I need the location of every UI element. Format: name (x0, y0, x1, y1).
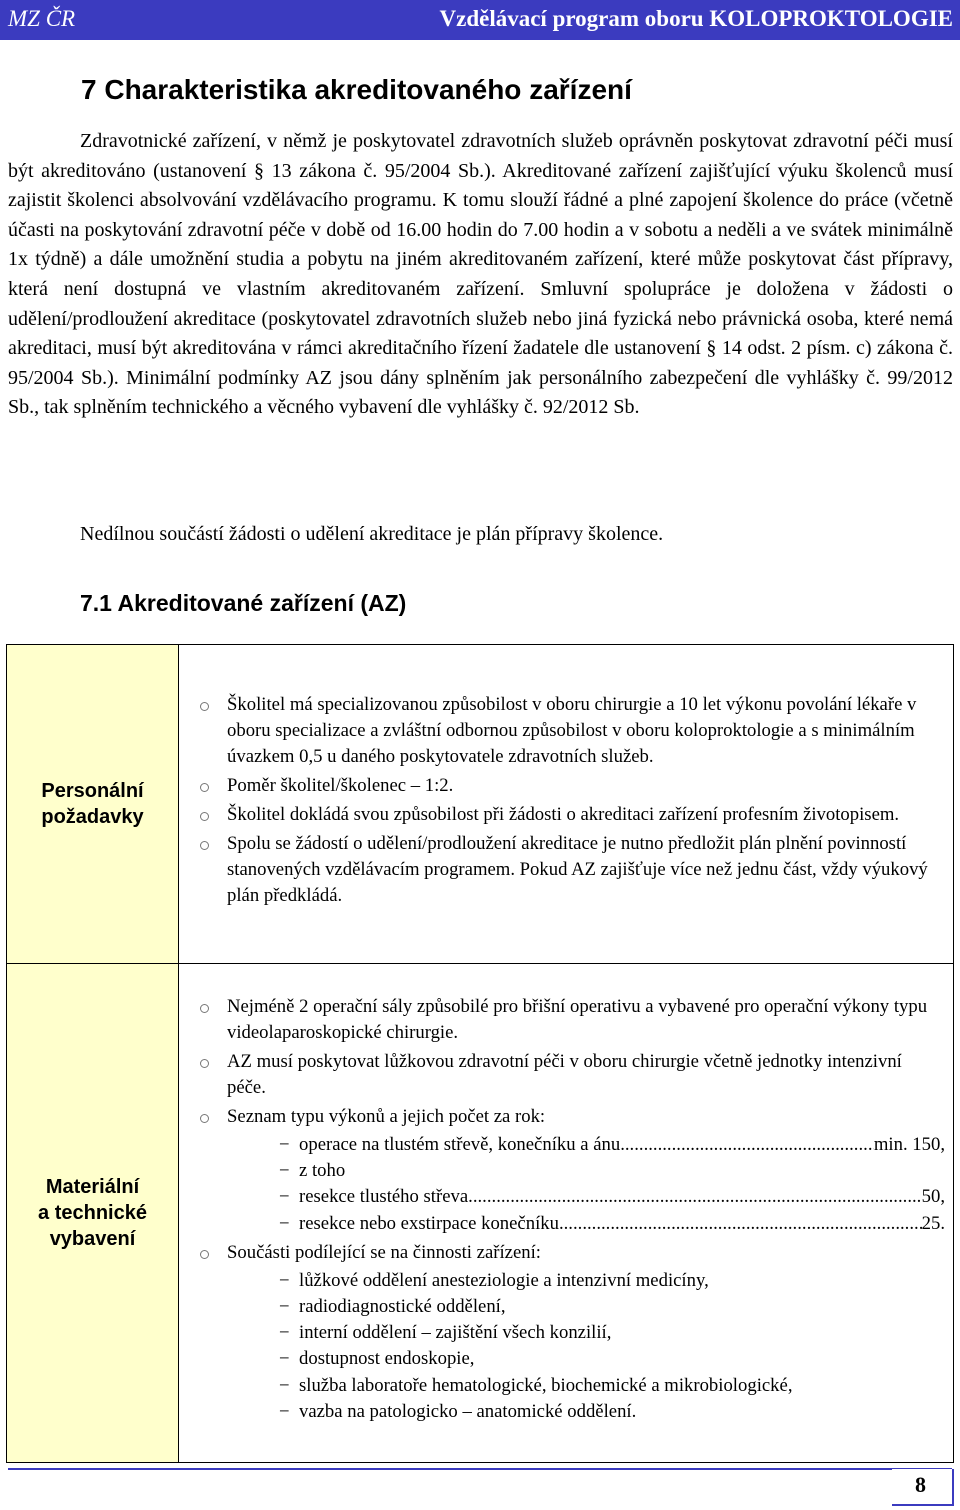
list-item (189, 1104, 943, 1237)
components-heading: Součásti podílející se na činnosti zařízení: (227, 1241, 541, 1263)
procedure-name: − operace na tlustém střevě, konečníku a ánu (299, 1133, 621, 1155)
component-item: − dostupnost endoskopie, (227, 1346, 943, 1372)
material-equipment-content (179, 964, 954, 1463)
list-item: AZ musí poskytovat lůžkovou zdravotní péči v oboru chirurgie včetně jednotky intenzivní péče. (189, 1049, 943, 1101)
procedures-list (227, 1132, 943, 1237)
closing-sentence: Nedílnou součástí žádosti o udělení akreditace je plán přípravy školence. (80, 523, 664, 545)
procedure-count: 25. (921, 1212, 945, 1234)
requirements-table (6, 644, 954, 1463)
personal-requirements-label (7, 645, 179, 964)
label-line: požadavky (41, 806, 144, 828)
material-bullet-list (189, 994, 943, 1425)
component-item: − interní oddělení – zajištění všech konzilií, (227, 1320, 943, 1346)
procedure-item (227, 1158, 943, 1184)
list-item: Poměr školitel/školenec – 1:2. (189, 773, 943, 799)
header-ministry: MZ ČR (8, 6, 76, 31)
footer-divider (8, 1468, 952, 1470)
label-line: a technické (38, 1202, 147, 1224)
list-item: Nejméně 2 operační sály způsobilé pro břišní operativu a vybavené pro operační výkony typu videolaparoskopické chirurgie. (189, 994, 943, 1046)
section-title: 7 Charakteristika akreditovaného zařízení (81, 74, 632, 105)
subsection-title: 7.1 Akreditované zařízení (AZ) (80, 590, 407, 616)
table-row-material (7, 964, 954, 1463)
component-item: − vazba na patologicko – anatomické oddělení. (227, 1399, 943, 1425)
procedures-heading: Seznam typu výkonů a jejich počet za rok: (227, 1105, 546, 1127)
intro-text-part-3: 14 odst. 2 písm. c) zákona č. 95/2004 Sb.). Minimální podmínky AZ jsou dány splněním jak personálního zabezpečení dle vyhlášky č. 99/2012 Sb., tak splněním technického a věcného vybavení dle vyhlášky č. 92/2012 Sb. (8, 337, 954, 419)
procedure-count: min. 150, (873, 1133, 945, 1155)
list-item: Školitel dokládá svou způsobilost při žádosti o akreditaci zařízení profesním životopisem. (189, 802, 943, 828)
section-sign-icon: § (706, 337, 717, 360)
intro-text-part-2: 13 zákona č. 95/2004 Sb.). Akreditované zařízení zajišťující výuku školenců musí zajistit školenci absolvování vzdělávacího programu. K tomu slouží řádné a plné zapojení školence do práce (včetně účasti na poskytování zdravotní péče v době od 16.00 hodin do 7.00 hodin a v sobotu a neděli a ve svátek minimálně 1x týdně) a dále umožnění studia a pobytu na jiném akreditovaném zařízení, které může poskytovat část přípravy, která není dostupná ve vlastním akreditovaném zařízení. Smluvní spolupráce je doložena v žádosti o udělení/prodloužení akreditace (poskytovatel zdravotních služeb nebo jiná fyzická nebo právnická osoba, které nemá akreditaci, musí být akreditována v rámci akreditačního řízení žadatele dle ustanovení (8, 159, 954, 360)
label-line: Personální (41, 780, 144, 802)
dot-leader (468, 1184, 921, 1210)
components-list (227, 1268, 943, 1425)
label-line: Materiální (45, 1176, 140, 1198)
page-number-box (892, 1469, 954, 1506)
page-number: 8 (915, 1472, 926, 1497)
personal-requirements-content (179, 645, 954, 964)
procedure-name: z toho (299, 1160, 346, 1182)
procedure-item (227, 1132, 943, 1158)
page-header (0, 0, 960, 40)
header-program-title: Vzdělávací program oboru KOLOPROKTOLOGIE (439, 6, 953, 31)
procedure-item (227, 1211, 943, 1237)
component-item: − radiodiagnostické oddělení, (227, 1294, 943, 1320)
procedure-count: 50, (921, 1186, 945, 1208)
list-item: Školitel má specializovanou způsobilost v oboru chirurgie a 10 let výkonu povolání lékaře v oboru specializace a zvláštní odbornou způsobilost v oboru koloproktologie a s minimálním úvazkem 0,5 u daného poskytovatele zdravotních služeb. (189, 692, 943, 770)
list-item (189, 1240, 943, 1425)
personal-bullet-list (189, 692, 943, 909)
procedure-name: − resekce tlustého střeva (299, 1186, 469, 1208)
intro-text-part-1: Zdravotnické zařízení, v němž je poskytovatel zdravotních služeb oprávněn poskytovat zdravotní péči musí být akreditováno (ustanovení (8, 130, 953, 182)
component-item: − služba laboratoře hematologické, biochemické a mikrobiologické, (227, 1373, 943, 1399)
dot-leader (559, 1211, 922, 1237)
dot-leader (620, 1132, 874, 1158)
component-item: − lůžkové oddělení anesteziologie a intenzivní medicíny, (227, 1268, 943, 1294)
section-sign-icon: § (254, 159, 265, 182)
procedure-item (227, 1184, 943, 1210)
table-row-personal (7, 645, 954, 964)
material-equipment-label (7, 964, 179, 1463)
label-line: vybavení (49, 1228, 136, 1250)
intro-paragraph (8, 127, 953, 423)
list-item: Spolu se žádostí o udělení/prodloužení akreditace je nutno předložit plán plnění povinností stanovených vzdělávacím programem. Pokud AZ zajišťuje více než jednu část, vždy výukový plán předkládá. (189, 831, 943, 909)
procedure-name: − resekce nebo exstirpace konečníku (299, 1212, 559, 1234)
